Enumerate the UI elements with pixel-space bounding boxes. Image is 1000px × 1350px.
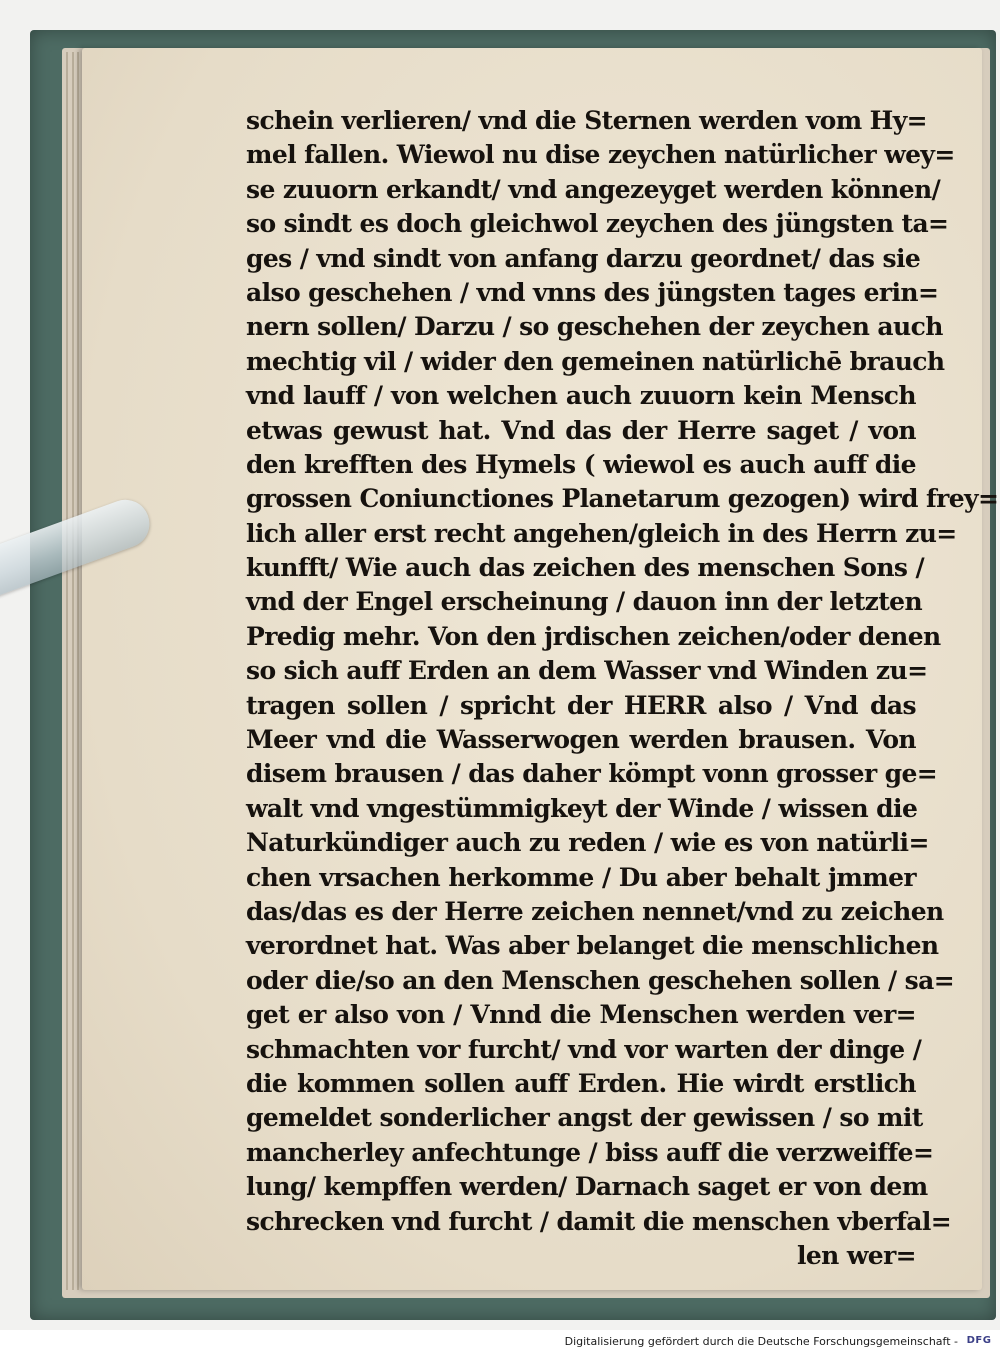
text-line: die kommen sollen auff Erden. Hie wirdt erstlich [246, 1068, 916, 1098]
text-line: Meer vnd die Wasserwogen werden brausen. Von [246, 725, 916, 755]
text-line: ges / vnd sindt von anfang darzu geordnet/ das sie [246, 243, 921, 273]
text-line: Predig mehr. Von den jrdischen zeichen/oder denen [246, 621, 941, 651]
text-line: len wer= [796, 1240, 916, 1270]
text-line: se zuuorn erkandt/ vnd angezeyget werden können/ [246, 174, 941, 204]
page-text [246, 104, 999, 1273]
text-line: gemeldet sonderlicher angst der gewissen / so mit [246, 1103, 923, 1133]
text-line: tragen sollen / spricht der HERR also / Vnd das [246, 690, 916, 720]
text-line: so sich auff Erden an dem Wasser vnd Winden zu= [246, 656, 928, 686]
text-line: etwas gewust hat. Vnd das der Herre saget / von [246, 415, 916, 445]
text-line: also geschehen / vnd vnns des jüngsten tages erin= [246, 277, 939, 307]
text-line: vnd der Engel erscheinung / dauon inn der letzten [246, 587, 923, 617]
text-line: grossen Coniunctiones Planetarum gezogen) wird frey= [246, 484, 999, 514]
text-line: verordnet hat. Was aber belanget die menschlichen [246, 931, 939, 961]
text-line: walt vnd vngestümmigkeyt der Winde / wissen die [246, 793, 918, 823]
text-line: lung/ kempffen werden/ Darnach saget er von dem [246, 1172, 928, 1202]
text-line: schrecken vnd furcht / damit die menschen vberfal= [246, 1206, 952, 1236]
text-line: so sindt es doch gleichwol zeychen des jüngsten ta= [246, 209, 949, 239]
text-line: schein verlieren/ vnd die Sternen werden vom Hy= [246, 106, 927, 135]
page-edge-line [77, 52, 79, 1290]
text-line: oder die/so an den Menschen geschehen sollen / sa= [246, 965, 955, 995]
text-line: get er also von / Vnnd die Menschen werden ver= [246, 1000, 916, 1030]
text-line: Naturkündiger auch zu reden / wie es von natürli= [246, 828, 929, 858]
text-line: lich aller erst recht angehen/gleich in des Herrn zu= [246, 518, 957, 548]
text-line: schmachten vor furcht/ vnd vor warten der dinge / [246, 1034, 922, 1064]
text-line: chen vrsachen herkomme / Du aber behalt jmmer [246, 862, 916, 892]
text-line: das/das es der Herre zeichen nennet/vnd zu zeichen [246, 896, 944, 926]
text-line: disem brausen / das daher kömpt vonn grosser ge= [246, 759, 938, 789]
funding-credit: Digitalisierung gefördert durch die Deutsche Forschungsgemeinschaft - [564, 1335, 958, 1348]
text-line: nern sollen/ Darzu / so geschehen der zeychen auch [246, 312, 943, 342]
text-line: mel fallen. Wiewol nu dise zeychen natürlicher wey= [246, 140, 955, 170]
text-line: den krefften des Hymels ( wiewol es auch auff die [246, 449, 916, 479]
text-line: vnd lauff / von welchen auch zuuorn kein Mensch [246, 381, 916, 411]
dfg-logo: DFG [966, 1334, 992, 1346]
text-line: mechtig vil / wider den gemeinen natürlichē brauch [246, 346, 945, 376]
page-edge-line [72, 52, 74, 1290]
page-edge-line [66, 52, 68, 1290]
text-line: kunfft/ Wie auch das zeichen des menschen Sons / [246, 553, 924, 583]
text-line: mancherley anfechtunge / biss auff die verzweiffe= [246, 1137, 934, 1167]
